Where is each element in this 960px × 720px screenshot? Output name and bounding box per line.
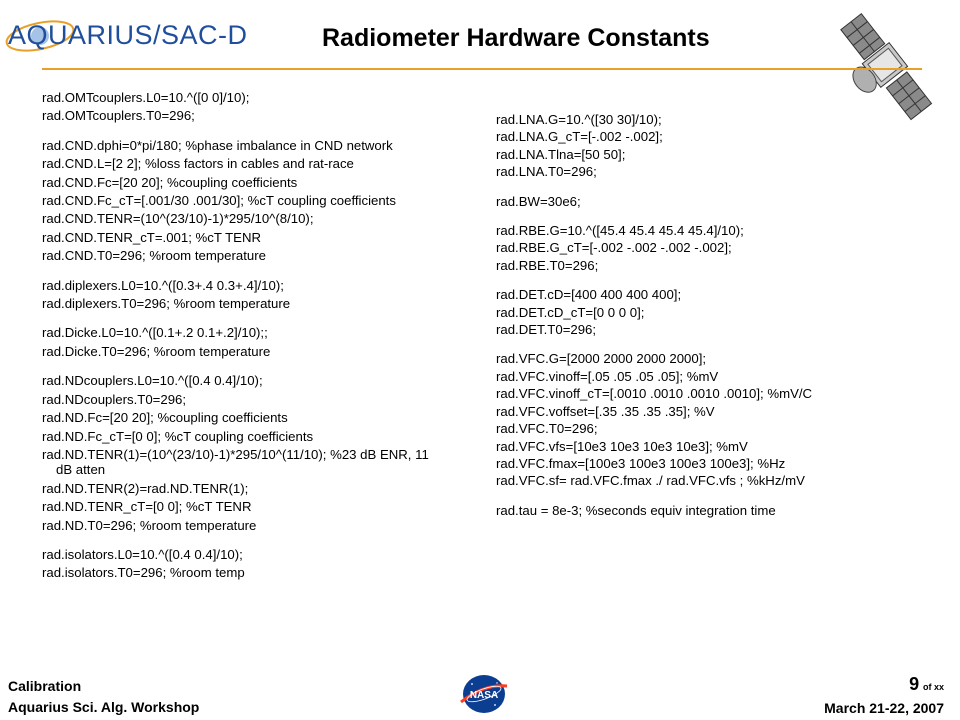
- left-code-column: [42, 90, 442, 581]
- code-line: rad.VFC.T0=296;: [496, 421, 598, 437]
- code-line: rad.Dicke.T0=296; %room temperature: [42, 343, 271, 359]
- page-of-label: of xx: [922, 682, 944, 692]
- code-line: rad.CND.L=[2 2]; %loss factors in cables and rat-race: [42, 156, 354, 172]
- group-spacer: [42, 264, 442, 278]
- code-line: rad.ND.Fc=[20 20]; %coupling coefficients: [42, 410, 288, 426]
- code-line: rad.ND.TENR(1)=(10^(23/10)-1)*295/10^(11/10); %23 dB ENR, 11 dB atten: [42, 446, 429, 478]
- code-line: rad.DET.T0=296;: [496, 322, 597, 338]
- footer-label-workshop: Aquarius Sci. Alg. Workshop: [8, 699, 200, 715]
- footer-right: [824, 674, 944, 719]
- code-line: rad.isolators.T0=296; %room temp: [42, 565, 245, 581]
- code-line: rad.ND.T0=296; %room temperature: [42, 517, 257, 533]
- code-line: rad.diplexers.L0=10.^([0.3+.4 0.3+.4]/10);: [42, 277, 284, 293]
- code-line: rad.RBE.T0=296;: [496, 257, 599, 273]
- code-line: rad.Dicke.L0=10.^([0.1+.2 0.1+.2]/10);;: [42, 325, 268, 341]
- code-line: rad.CND.TENR_cT=.001; %cT TENR: [42, 229, 261, 245]
- group-spacer: [42, 124, 442, 138]
- code-line: rad.VFC.G=[2000 2000 2000 2000];: [496, 351, 707, 367]
- header-divider: [42, 68, 922, 70]
- nasa-text: NASA: [469, 690, 499, 701]
- code-line: rad.LNA.T0=296;: [496, 164, 597, 180]
- code-line: rad.RBE.G_cT=[-.002 -.002 -.002 -.002];: [496, 240, 732, 256]
- code-line: rad.CND.TENR=(10^(23/10)-1)*295/10^(8/10);: [42, 211, 314, 227]
- code-line: rad.ND.TENR_cT=[0 0]; %cT TENR: [42, 499, 252, 515]
- code-line: rad.ND.Fc_cT=[0 0]; %cT coupling coefficients: [42, 428, 314, 444]
- code-line: rad.VFC.sf= rad.VFC.fmax ./ rad.VFC.vfs ; %kHz/mV: [496, 473, 805, 489]
- code-line: rad.LNA.G_cT=[-.002 -.002];: [496, 129, 663, 145]
- code-line: rad.CND.dphi=0*pi/180; %phase imbalance in CND network: [42, 137, 393, 153]
- page-title: Radiometer Hardware Constants: [322, 24, 710, 52]
- code-line: rad.VFC.vinoff=[.05 .05 .05 .05]; %mV: [496, 368, 719, 384]
- nasa-logo: [459, 672, 509, 716]
- code-line: rad.DET.cD_cT=[0 0 0 0];: [496, 304, 645, 320]
- code-line: rad.NDcouplers.L0=10.^([0.4 0.4]/10);: [42, 373, 263, 389]
- code-line: rad.VFC.vfs=[10e3 10e3 10e3 10e3]; %mV: [496, 438, 748, 454]
- code-line: rad.LNA.G=10.^([30 30]/10);: [496, 112, 662, 127]
- footer-date: March 21-22, 2007: [824, 700, 944, 716]
- logo-text: AQUARIUS/SAC-D: [8, 20, 248, 50]
- group-spacer: [496, 489, 916, 503]
- group-spacer: [42, 359, 442, 373]
- code-line: rad.diplexers.T0=296; %room temperature: [42, 296, 291, 312]
- group-spacer: [496, 273, 916, 287]
- footer-label-calibration: Calibration: [8, 678, 82, 694]
- code-line: rad.VFC.vinoff_cT=[.0010 .0010 .0010 .0010]; %mV/C: [496, 386, 813, 402]
- code-line: rad.OMTcouplers.L0=10.^([0 0]/10);: [42, 90, 250, 105]
- code-line: rad.VFC.voffset=[.35 .35 .35 .35]; %V: [496, 403, 715, 419]
- right-code-column: [496, 112, 916, 518]
- group-spacer: [496, 337, 916, 351]
- code-line: rad.VFC.fmax=[100e3 100e3 100e3 100e3]; %Hz: [496, 455, 786, 471]
- page-number: 9: [909, 674, 920, 694]
- code-line: rad.DET.cD=[400 400 400 400];: [496, 287, 682, 303]
- code-line: rad.OMTcouplers.T0=296;: [42, 108, 195, 124]
- code-line: rad.NDcouplers.T0=296;: [42, 391, 187, 407]
- footer-left: [8, 676, 199, 718]
- group-spacer: [496, 209, 916, 223]
- group-spacer: [42, 533, 442, 547]
- group-spacer: [496, 180, 916, 194]
- code-line: rad.isolators.L0=10.^([0.4 0.4]/10);: [42, 546, 243, 562]
- code-line: rad.CND.T0=296; %room temperature: [42, 248, 266, 264]
- group-spacer: [42, 311, 442, 325]
- code-line: rad.CND.Fc_cT=[.001/30 .001/30]; %cT coupling coefficients: [42, 193, 396, 209]
- aquarius-sac-d-logo: [2, 14, 292, 54]
- code-line: rad.LNA.Tlna=[50 50];: [496, 146, 626, 162]
- code-line: rad.tau = 8e-3; %seconds equiv integration time: [496, 502, 776, 518]
- code-line: rad.BW=30e6;: [496, 193, 581, 209]
- code-line: rad.RBE.G=10.^([45.4 45.4 45.4 45.4]/10);: [496, 223, 744, 239]
- code-line: rad.ND.TENR(2)=rad.ND.TENR(1);: [42, 480, 249, 496]
- code-line: rad.CND.Fc=[20 20]; %coupling coefficients: [42, 174, 298, 190]
